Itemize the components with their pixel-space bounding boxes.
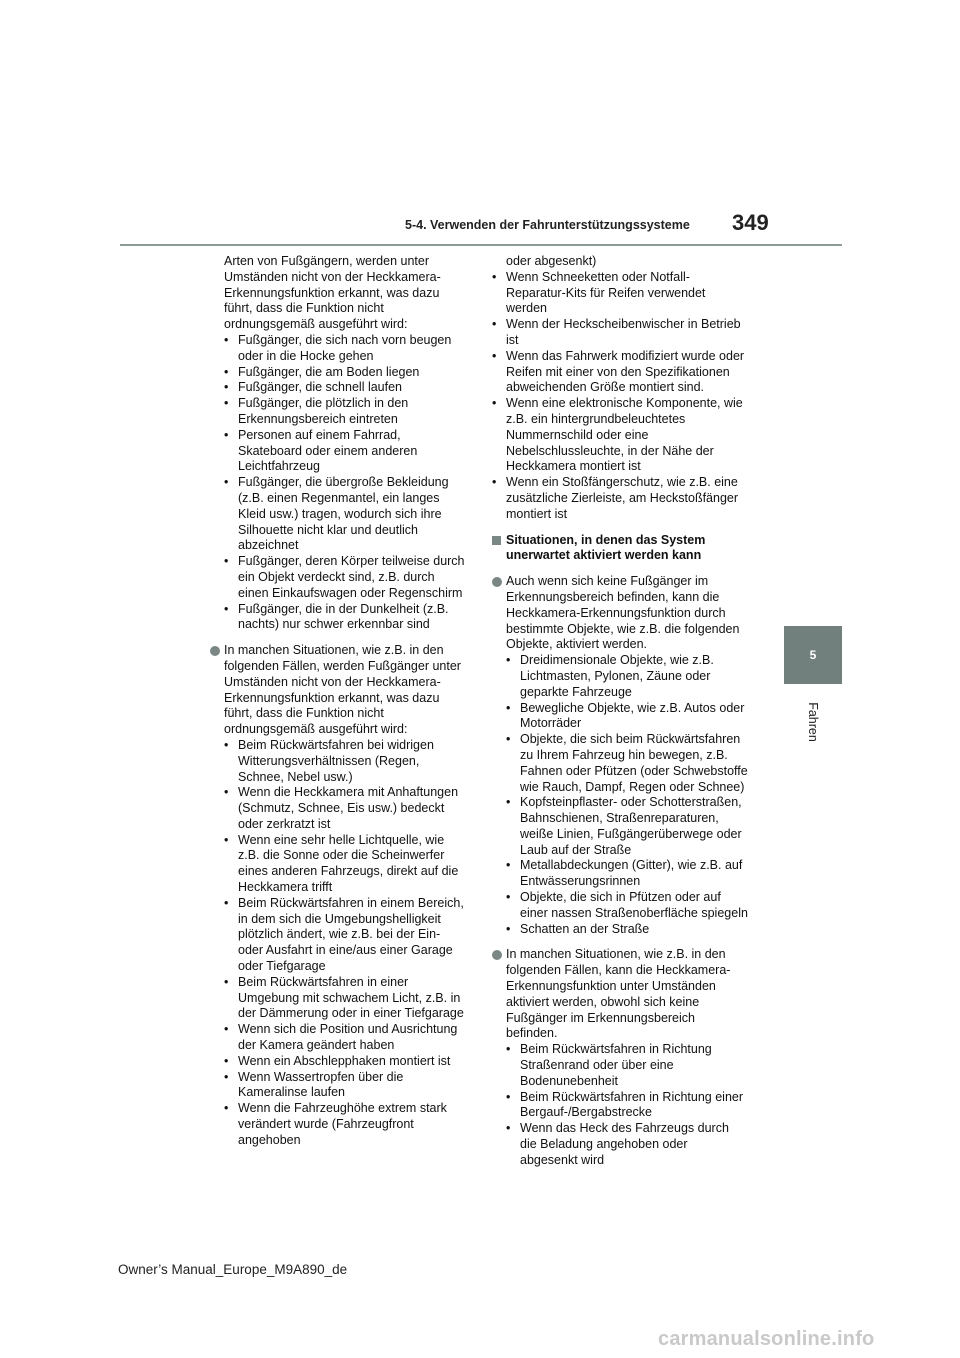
list-bullet: • xyxy=(506,653,511,668)
list-item-text: Fußgänger, die sich nach vorn beugen oder in die Hocke gehen xyxy=(238,332,452,363)
list-bullet: • xyxy=(224,974,229,989)
continuation-list xyxy=(478,270,748,523)
list-item-text: Wenn Wassertropfen über die Kameralinse laufen xyxy=(238,1069,404,1100)
list-bullet: • xyxy=(506,921,511,936)
footer-manual-id: Owner’s Manual_Europe_M9A890_de xyxy=(118,1262,348,1277)
intro-paragraph: Arten von Fußgängern, werden unter Umständen nicht von der Heckkamera-Erkennungsfunktion erkannt, was dazu führt, dass die Funktion nicht ordnungsgemäß ausgeführt wird: xyxy=(224,254,441,332)
list-item-text: Objekte, die sich in Pfützen oder auf einer nassen Straßenoberfläche spiegeln xyxy=(520,890,748,920)
list-bullet: • xyxy=(224,737,229,752)
list-bullet: • xyxy=(506,1089,511,1104)
list-item-text: Beim Rückwärtsfahren in einem Bereich, in dem sich die Umgebungshelligkeit plötzlich ändert, wie z.B. bei der Ein- oder Ausfahrt in eine/aus einer Garage oder Tiefgarage xyxy=(238,895,464,974)
list-item-text: Beim Rückwärtsfahren bei widrigen Witterungsverhältnissen (Regen, Schnee, Nebel usw.) xyxy=(238,737,434,784)
right-column xyxy=(492,254,748,1179)
paragraph-situations xyxy=(492,947,748,1042)
list-item-text: Wenn die Fahrzeughöhe extrem stark verändert wurde (Fahrzeugfront angehoben xyxy=(238,1101,447,1147)
list-bullet: • xyxy=(224,601,229,616)
list-item-text: Wenn eine elektronische Komponente, wie z.B. ein hintergrundbeleuchtetes Nummernschild oder eine Nebelschlussleuchte, in der Nähe der Heckkamera montiert ist xyxy=(506,396,743,474)
list-item-text: Wenn die Heckkamera mit Anhaftungen (Schmutz, Schnee, Eis usw.) bedeckt oder zerkratzt ist xyxy=(238,785,459,831)
conditions-list xyxy=(210,738,466,1149)
situations-list xyxy=(492,1042,748,1168)
paragraph-objects xyxy=(492,574,748,653)
list-item xyxy=(506,858,748,890)
list-bullet: • xyxy=(506,858,511,873)
list-item xyxy=(506,1121,748,1168)
list-item xyxy=(224,975,466,1022)
paragraph-text: In manchen Situationen, wie z.B. in den folgenden Fällen, werden Fußgänger unter Umständen nicht von der Heckkamera-Erkennungsfunktion erkannt, was dazu führt, dass die Funktion nicht ordnungsgemäß ausgeführt wird: xyxy=(224,643,461,737)
chapter-tab: 5 xyxy=(784,626,842,684)
list-item xyxy=(506,1090,748,1122)
page-number: 349 xyxy=(732,210,769,235)
list-bullet: • xyxy=(224,1069,229,1084)
list-item xyxy=(224,602,466,634)
list-bullet: • xyxy=(224,1101,229,1116)
list-bullet: • xyxy=(224,1053,229,1068)
list-item xyxy=(224,428,466,475)
list-bullet: • xyxy=(224,895,229,910)
list-item xyxy=(506,732,748,795)
list-bullet: • xyxy=(506,700,511,715)
left-column xyxy=(210,254,466,1159)
list-bullet: • xyxy=(506,1042,511,1057)
paragraph-text: Auch wenn sich keine Fußgänger im Erkennungsbereich befinden, kann die Heckkamera-Erkennungsfunktion durch bestimmte Objekte, wie z.B. die folgenden Objekte, aktiviert werden. xyxy=(506,574,740,652)
circle-bullet-icon xyxy=(492,577,502,587)
list-bullet: • xyxy=(224,1022,229,1037)
list-item-text: Wenn das Heck des Fahrzeugs durch die Beladung angehoben oder abgesenkt wird xyxy=(520,1121,729,1167)
section-header-title: 5-4. Verwenden der Fahrunterstützungssysteme xyxy=(405,218,690,232)
list-bullet: • xyxy=(224,832,229,847)
list-bullet: • xyxy=(224,475,229,490)
list-bullet: • xyxy=(224,427,229,442)
list-item-text: Kopfsteinpflaster- oder Schotterstraßen, Bahnschienen, Straßenreparaturen, weiße Linien, Fußgängerüberwege oder Laub auf der Straße xyxy=(520,795,742,857)
list-item xyxy=(224,333,466,365)
circle-bullet-icon xyxy=(210,646,220,656)
list-item xyxy=(224,1054,466,1070)
list-item-text: Personen auf einem Fahrrad, Skateboard oder einem anderen Leichtfahrzeug xyxy=(238,427,418,474)
list-item-text: Fußgänger, die plötzlich in den Erkennungsbereich eintreten xyxy=(238,396,409,426)
list-item-text: Beim Rückwärtsfahren in einer Umgebung mit schwachem Licht, z.B. in der Dämmerung oder in einer Tiefgarage xyxy=(238,974,464,1021)
section-heading-text: Situationen, in denen das System unerwartet aktiviert werden kann xyxy=(506,532,706,563)
intro-list xyxy=(210,333,466,633)
list-item-text: Schatten an der Straße xyxy=(520,921,650,936)
list-item xyxy=(224,396,466,428)
header-rule xyxy=(120,244,842,246)
list-bullet: • xyxy=(506,1121,511,1136)
circle-bullet-icon xyxy=(492,950,502,960)
list-item xyxy=(506,795,748,858)
list-bullet: • xyxy=(506,732,511,747)
list-item xyxy=(492,396,748,475)
list-bullet: • xyxy=(224,364,229,379)
list-item-text: Fußgänger, deren Körper teilweise durch ein Objekt verdeckt sind, z.B. durch einen Einkaufswagen oder Regenschirm xyxy=(238,554,465,600)
square-bullet-icon xyxy=(492,536,501,545)
list-item-text: Wenn ein Stoßfängerschutz, wie z.B. eine zusätzliche Zierleiste, am Heckstoßfänger montiert ist xyxy=(506,475,739,521)
list-item xyxy=(224,896,466,975)
list-item xyxy=(224,833,466,896)
list-item-text: Wenn eine sehr helle Lichtquelle, wie z.B. die Sonne oder die Scheinwerfer eines anderen Fahrzeugs, direkt auf die Heckkamera trifft xyxy=(238,832,459,895)
list-item-text: Bewegliche Objekte, wie z.B. Autos oder Motorräder xyxy=(520,700,745,731)
list-item-text: Fußgänger, die übergroße Bekleidung (z.B. einen Regenmantel, ein langes Kleid usw.) tragen, wodurch sich ihre Silhouette nicht klar und deutlich abzeichnet xyxy=(238,475,449,553)
list-item-text: Wenn sich die Position und Ausrichtung der Kamera geändert haben xyxy=(238,1022,458,1053)
list-bullet: • xyxy=(224,380,229,395)
section-heading xyxy=(492,533,748,565)
list-item xyxy=(506,1042,748,1089)
chapter-label-text: Fahren xyxy=(805,702,820,742)
list-bullet: • xyxy=(224,554,229,569)
list-item-text: Beim Rückwärtsfahren in Richtung einer Bergauf-/Bergabstrecke xyxy=(520,1089,744,1120)
list-item xyxy=(492,270,748,317)
list-item xyxy=(224,475,466,554)
list-item xyxy=(506,701,748,733)
list-item-text: Fußgänger, die am Boden liegen xyxy=(238,364,420,379)
list-item xyxy=(506,653,748,700)
list-item xyxy=(506,922,748,938)
paragraph-text: In manchen Situationen, wie z.B. in den folgenden Fällen, kann die Heckkamera-Erkennungsfunktion unter Umständen aktiviert werden, obwohl sich keine Fußgänger im Erkennungsbereich befinden. xyxy=(506,947,731,1041)
list-item-text: Dreidimensionale Objekte, wie z.B. Lichtmasten, Pylonen, Zäune oder geparkte Fahrzeuge xyxy=(520,653,714,699)
list-item-text: Objekte, die sich beim Rückwärtsfahren zu Ihrem Fahrzeug hin bewegen, z.B. Fahnen oder Pfützen (oder Schwebstoffe wie Rauch, Dampf, Regen oder Schnee) xyxy=(520,732,748,794)
watermark: carmanualsonline.info xyxy=(658,1328,875,1350)
list-item xyxy=(224,554,466,601)
list-item xyxy=(224,365,466,381)
list-bullet: • xyxy=(492,475,497,490)
list-item xyxy=(492,475,748,522)
paragraph-conditions xyxy=(210,643,466,738)
list-item-text: Metallabdeckungen (Gitter), wie z.B. auf Entwässerungsrinnen xyxy=(520,858,743,889)
list-bullet: • xyxy=(224,332,229,347)
objects-list xyxy=(492,653,748,937)
list-bullet: • xyxy=(492,317,497,332)
list-item-text: Beim Rückwärtsfahren in Richtung Straßenrand oder über eine Bodenunebenheit xyxy=(520,1042,712,1088)
list-item-text: Fußgänger, die in der Dunkelheit (z.B. nachts) nur schwer erkennbar sind xyxy=(238,601,449,632)
list-item xyxy=(492,349,748,396)
list-bullet: • xyxy=(492,269,497,284)
list-item-text: Fußgänger, die schnell laufen xyxy=(238,380,402,395)
list-item xyxy=(224,1070,466,1102)
list-item-text: Wenn das Fahrwerk modifiziert wurde oder Reifen mit einer von den Spezifikationen abweichenden Größe montiert sind. xyxy=(506,348,745,395)
list-item xyxy=(224,738,466,785)
list-item xyxy=(506,890,748,922)
chapter-side-label xyxy=(793,692,833,752)
list-bullet: • xyxy=(506,795,511,810)
list-bullet: • xyxy=(224,785,229,800)
list-item xyxy=(224,1022,466,1054)
list-bullet: • xyxy=(492,396,497,411)
list-item-text: Wenn der Heckscheibenwischer in Betrieb ist xyxy=(506,317,741,347)
list-item xyxy=(224,785,466,832)
list-item-text: Wenn ein Abschlepphaken montiert ist xyxy=(238,1053,451,1068)
list-item-text: Wenn Schneeketten oder Notfall-Reparatur-Kits für Reifen verwendet werden xyxy=(506,269,706,316)
continuation-text: oder abgesenkt) xyxy=(506,254,597,268)
list-item xyxy=(224,380,466,396)
list-bullet: • xyxy=(224,396,229,411)
list-item xyxy=(224,1101,466,1148)
list-item xyxy=(492,317,748,349)
list-bullet: • xyxy=(506,890,511,905)
list-bullet: • xyxy=(492,348,497,363)
